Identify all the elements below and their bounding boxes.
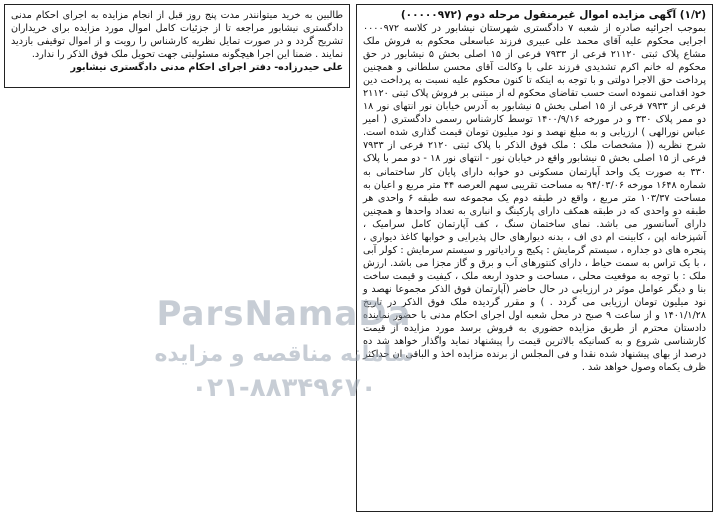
watermark-tagline: سامانه مناقصه و مزایده xyxy=(154,342,414,367)
signature-line: علی حیدرزاده- دفتر اجرای احکام مدنی دادگستری نیشابور xyxy=(70,62,343,74)
continuation-text: طالبین به خرید میتوانندر مدت پنج روز قبل از انجام مزایده به اجرای احکام مدنی دادگستری نیشابور مراجعه تا از جزئیات کامل اموال مورد مزایده برای خریداران تشریح گردد و در صورت تمایل نظریه کارشناس را رویت و از اموال توقیفی بازدید نمایند . ضمنا این اجرا هیچگونه مسئولیتی جهت تحویل ملک فوق الذکر را ندارد. xyxy=(11,10,343,61)
notice-title: (۱/۲) آگهی مزایده اموال غیرمنقول مرحله دوم (۰۰۰۰۰۹۷۲) xyxy=(400,9,706,21)
auction-notice-box xyxy=(356,4,713,512)
watermark-phone: ۰۲۱-۸۸۳۴۹۶۷۰ xyxy=(191,373,377,403)
watermark-brand: ParsNamaDa xyxy=(156,294,412,334)
notice-body: بموجب اجرائیه صادره از شعبه ۷ دادگستری شهرستان نیشابور در کلاسه ۰۰۰۰۹۷۲ اجرایی محکوم علیه آقای محمد علی عبیری فرزند عباسعلی محکوم به فروش ملک مشاع پلاک ثبتی ۲۱۱۲۰ فرعی از ۷۹۳۳ فرعی از ۱۵ اصلی بخش ۵ نیشابور در حق محکوم له خانم اکرم تشدیدی فرزند علی با وکالت آقای محسن سلطانی و همچنین پرداخت حق الاجرا دولتی و با توجه به اینکه تا کنون محکوم علیه نسبت به پرداخت دین خود اقدامی ننموده است حسب تقاضای محکوم له از مبتنی بر فروش پلاک ثبتی ۲۱۱۲۰ فرعی از ۷۹۳۳ فرعی از ۱۵ اصلی بخش ۵ نیشابور به آدرس خیابان نور انتهای نور ۱۸ دو ممر پلاک ۳۳۰ و در مورخه ۱۴۰۰/۹/۱۶ توسط کارشناس رسمی دادگستری ( امیر عباس نورالهی ) ارزیابی و به مبلغ نهصد و نود میلیون تومان قیمت گذاری شده است. شرح نظریه (( مشخصات ملک : ملک فوق الذکر با پلاک ثبتی ۲۱۲۰ فرعی از ۷۹۳۳ فرعی از ۱۵ اصلی بخش ۵ نیشابور واقع در خیابان نور - انتهای نور ۱۸ - دو ممر با پلاک ۳۳۰ به صورت یک واحد آپارتمان مسکونی دو خوابه دارای پایان کار ساختمانی به شماره ۱۶۴۸ مورخه ۹۴/۰۳/۰۶ به مساحت تقریبی سهم العرصه ۴۴ متر مربع و اعیان به مساحت ۱۰۳/۳۷ متر مربع ، واقع در طبقه دوم یک مجموعه سه طبقه ۶ واحدی هر طبقه دو واحدی که در طبقه همکف دارای پارکینگ و انباری به تعداد واحدها و همچنین دارای آسانسور می باشد. نمای ساختمان سنگ ، کف آپارتمان کامل سرامیک ، آشپزخانه اپن ، کابینت ام دی اف ، بدنه دیوارهای حال پذیرایی و خوابها کاغذ دیواری ، پنجره های دو جداره ، سیستم گرمایش : پکیج و رادیاتور و سیستم سرمایش : کولر آبی ، با یک تراس به سمت حیاط ، دارای کنتورهای آب و برق و گاز مجزا می باشد. ارزش ملک : با توجه به موقعیت محلی ، مساحت و حدود اربعه ملک ، کیفیت و قیمت ساخت بنا و دیگر عوامل موثر در ارزیابی در حال حاضر (آپارتمان فوق الذکر مجموعا نهصد و نود میلیون تومان ارزیابی می گردد . ) و مقرر گردیده ملک فوق الذکر در تاریخ ۱۴۰۱/۱/۲۸ و از ساعت ۹ صبح در محل شعبه اول اجرای احکام مدنی با حضور نماینده دادستان محترم از طریق مزایده حضوری به فروش برسد مورد مزایده از قیمت کارشناسی شروع و به کسانیکه بالاترین قیمت را پیشنهاد نماید واگذار خواهد شد ده درصد از بهای پیشنهاد شده نقدا و فی المجلس از برنده مزایده اخذ و الباقی ان حداکثر ظرف یکماه وصول خواهد شد . xyxy=(363,23,707,374)
notice-continuation-box xyxy=(4,4,350,88)
newspaper-clipping xyxy=(4,4,713,512)
